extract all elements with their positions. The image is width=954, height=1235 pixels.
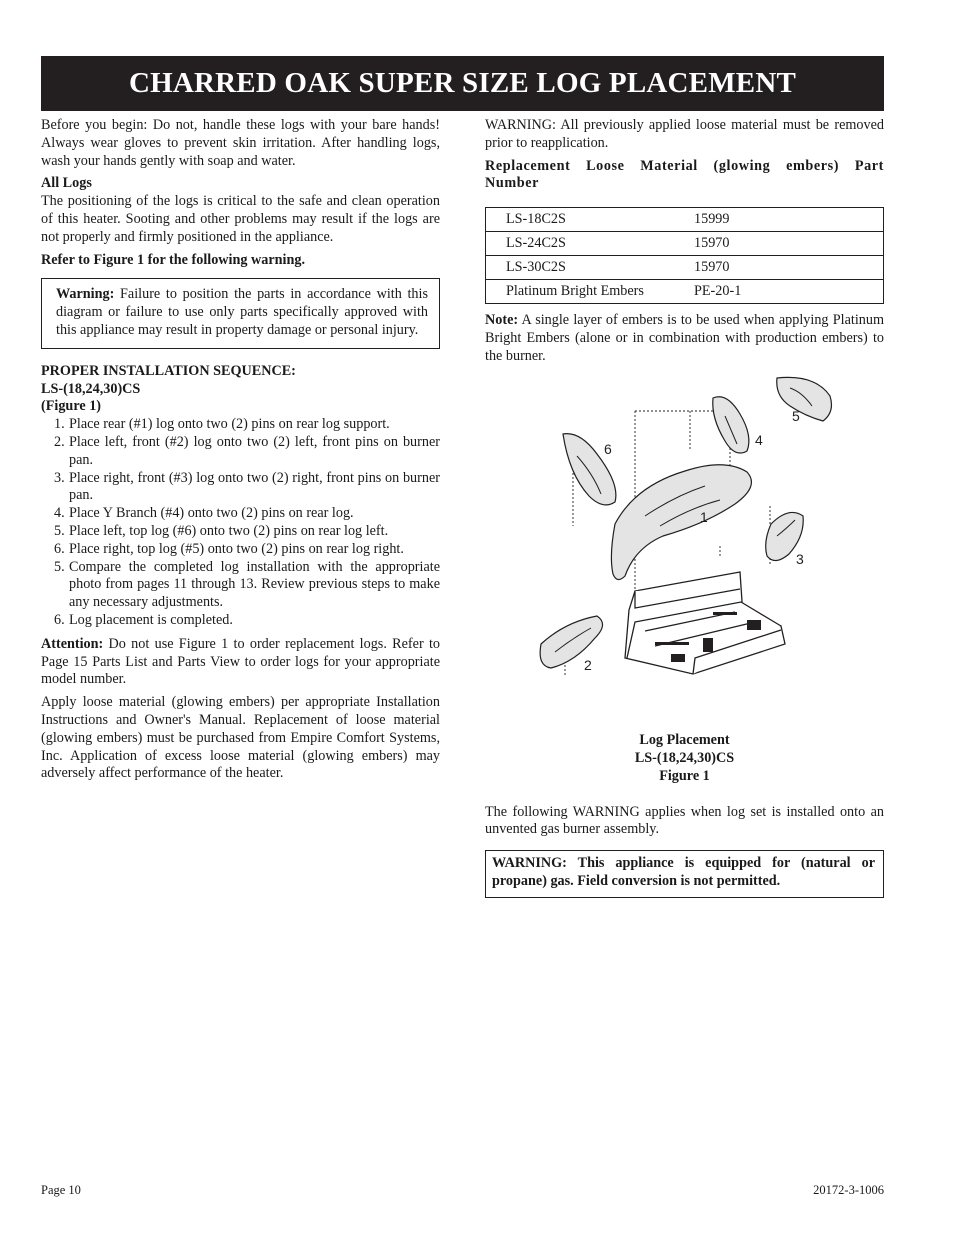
log-number-5: 5 xyxy=(792,407,800,424)
step-number: 6. xyxy=(54,611,65,628)
warning-label: Warning: xyxy=(56,286,115,303)
sequence-figure-ref: (Figure 1) xyxy=(41,398,102,415)
step-text: Place rear (#1) log onto two (2) pins on rear log support. xyxy=(69,416,390,433)
note-text: A single layer of embers is to be used when applying Platinum Bright Embers (alone or in combination with production embers) to the burner. xyxy=(485,312,884,364)
list-item xyxy=(41,559,440,612)
replacement-heading: Replacement Loose Material (glowing embers) Part Number xyxy=(485,157,884,192)
list-item xyxy=(41,505,440,523)
left-column xyxy=(41,117,440,788)
sequence-heading: PROPER INSTALLATION SEQUENCE: xyxy=(41,362,296,379)
list-item xyxy=(41,523,440,541)
table-cell-part: 15999 xyxy=(694,208,884,232)
log-placement-diagram xyxy=(485,376,884,731)
figure-caption xyxy=(485,731,884,785)
list-item xyxy=(41,434,440,470)
warning-box xyxy=(41,278,440,348)
all-logs-heading: All Logs xyxy=(41,175,92,192)
table-cell-part: 15970 xyxy=(694,232,884,256)
following-warning-paragraph: The following WARNING applies when log set is installed onto an unvented gas burner assembly. xyxy=(485,803,884,838)
table-cell-model: LS-30C2S xyxy=(486,256,695,280)
list-item xyxy=(41,470,440,506)
parts-table xyxy=(485,207,884,304)
step-number: 3. xyxy=(54,469,65,486)
log-number-6: 6 xyxy=(604,440,612,457)
step-number: 2. xyxy=(54,433,65,450)
attention-text: Do not use Figure 1 to order replacement logs. Refer to Page 15 Parts List and Parts View to order logs for your appropriate model number. xyxy=(41,635,440,688)
list-item xyxy=(41,541,440,559)
table-cell-model: LS-24C2S xyxy=(486,232,695,256)
note-label: Note: xyxy=(485,312,519,329)
step-number: 1. xyxy=(54,416,65,433)
table-cell-part: PE-20-1 xyxy=(694,280,884,304)
attention-label: Attention: xyxy=(41,635,104,652)
caption-figure-number: Figure 1 xyxy=(659,767,710,784)
log-number-2: 2 xyxy=(584,656,592,673)
installation-steps xyxy=(41,416,440,630)
table-row xyxy=(486,232,884,256)
list-item xyxy=(41,416,440,434)
right-column xyxy=(485,117,884,912)
step-text: Place Y Branch (#4) onto two (2) pins on rear log. xyxy=(69,505,354,522)
table-row xyxy=(486,256,884,280)
caption-model: LS-(18,24,30)CS xyxy=(634,749,735,766)
step-text: Compare the completed log installation with the appropriate photo from pages 11 through 13. Review previous steps to make any necessary adjustments. xyxy=(69,558,440,611)
step-text: Place right, top log (#5) onto two (2) pins on rear log right. xyxy=(69,540,404,557)
step-number: 5. xyxy=(54,558,65,575)
apply-paragraph: Apply loose material (glowing embers) per appropriate Installation Instructions and Owner's Manual. Replacement of loose material (glowing embers) must be purchased from Empire Comfort Systems, Inc. Application of excess loose material (glowing embers) may adversely affect performance of the heater. xyxy=(41,694,440,782)
page-number: Page 10 xyxy=(41,1183,81,1197)
warning-text: Failure to position the parts in accordance with this diagram or failure to use only parts specifically approved with this appliance may result in property damage or personal injury. xyxy=(56,286,428,338)
step-text: Place right, front (#3) log onto two (2) right, front pins on burner pan. xyxy=(69,469,440,504)
gas-warning-box: WARNING: This appliance is equipped for (natural or propane) gas. Field conversion is not permitted. xyxy=(485,850,884,898)
list-item xyxy=(41,612,440,630)
note-paragraph xyxy=(485,312,884,365)
intro-paragraph: Before you begin: Do not, handle these logs with your bare hands! Always wear gloves to prevent skin irritation. After handling logs, wash your hands gently with soap and water. xyxy=(41,117,440,169)
log-placement-figure xyxy=(485,376,884,731)
attention-paragraph xyxy=(41,636,440,689)
warning-removed-paragraph: WARNING: All previously applied loose material must be removed prior to reapplication. xyxy=(485,117,884,151)
table-cell-model: Platinum Bright Embers xyxy=(486,280,695,304)
document-number: 20172-3-1006 xyxy=(813,1183,884,1197)
table-cell-part: 15970 xyxy=(694,256,884,280)
caption-title: Log Placement xyxy=(639,731,730,748)
step-number: 4. xyxy=(54,505,65,522)
log-number-1: 1 xyxy=(700,508,708,525)
sequence-model: LS-(18,24,30)CS xyxy=(41,380,141,397)
step-text: Place left, top log (#6) onto two (2) pins on rear log left. xyxy=(69,522,389,539)
page-title: CHARRED OAK SUPER SIZE LOG PLACEMENT xyxy=(41,56,884,111)
log-number-4: 4 xyxy=(755,431,763,448)
table-cell-model: LS-18C2S xyxy=(486,208,695,232)
step-text: Log placement is completed. xyxy=(69,611,233,628)
step-text: Place left, front (#2) log onto two (2) left, front pins on burner pan. xyxy=(69,433,440,468)
table-row xyxy=(486,280,884,304)
step-number: 6. xyxy=(54,540,65,557)
all-logs-paragraph: The positioning of the logs is critical to the safe and clean operation of this heater. Sooting and other problems may result if the logs are not properly and firmly positioned in the appliance. xyxy=(41,193,440,245)
table-row xyxy=(486,208,884,232)
log-number-3: 3 xyxy=(796,550,804,567)
step-number: 5. xyxy=(54,522,65,539)
refer-figure-line: Refer to Figure 1 for the following warning. xyxy=(41,251,306,268)
